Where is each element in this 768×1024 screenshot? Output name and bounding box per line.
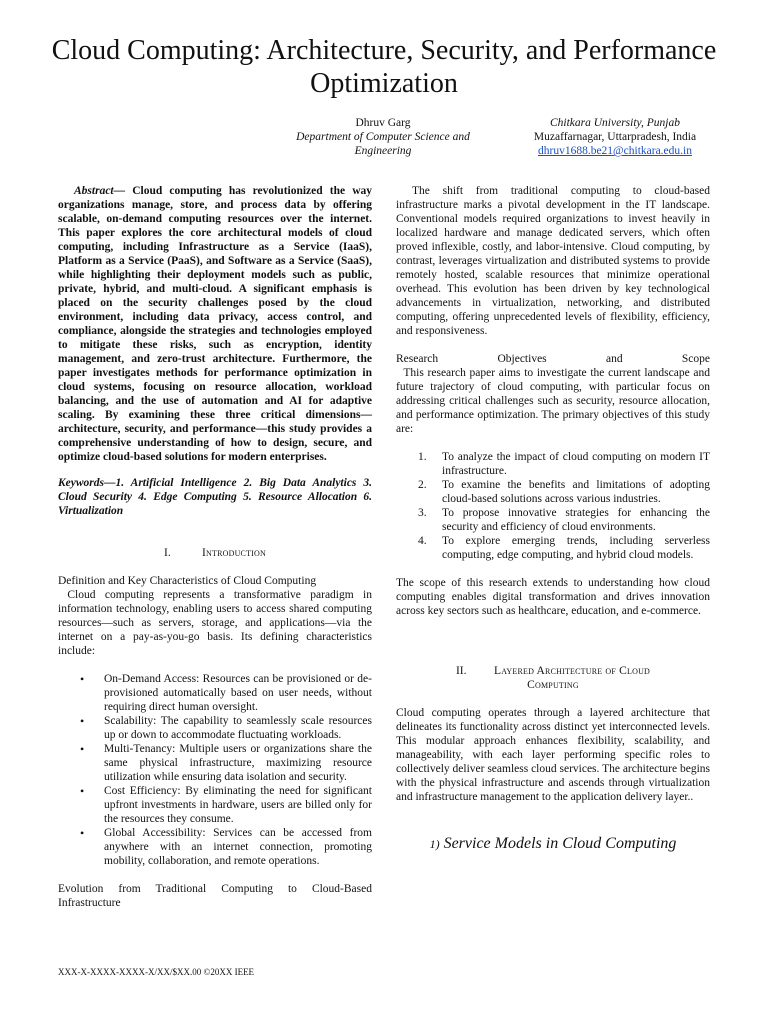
list-item-text: To explore emerging trends, including serverless computing, edge computing, and hybrid cloud models. (442, 535, 710, 561)
list-item-text: To examine the benefits and limitations of adopting cloud-based solutions across various industries. (442, 479, 710, 505)
list-item-text: To analyze the impact of cloud computing on modern IT infrastructure. (442, 451, 710, 477)
bullet-icon: • (80, 784, 85, 798)
subsection-heading-service-models (396, 834, 710, 854)
architecture-paragraph: Cloud computing operates through a layered architecture that delineates its functionality across distinct yet interconnected levels. This modular approach enhances flexibility, scalability, and manageability, with each layer performing specific roles to collectively deliver seamless cloud services. The architecture begins with the physical infrastructure and ascends through virtualization and infrastructure management to the application delivery layer.. (396, 707, 710, 803)
list-item (396, 450, 710, 478)
subsection-title: Service Models in Cloud Computing (443, 835, 677, 852)
copyright-footer: XXX-X-XXXX-XXXX-X/XX/$XX.00 ©20XX IEEE (58, 967, 255, 977)
characteristics-list (58, 672, 372, 868)
list-item-text: Scalability: The capability to seamlessly scale resources up or down to accommodate fluctuating workloads. (104, 715, 372, 741)
list-item (396, 506, 710, 534)
evolution-heading: Evolution from Traditional Computing to Cloud-Based Infrastructure (58, 883, 372, 909)
author-location: Muzaffarnagar, Uttarpradesh, India (533, 131, 697, 143)
heading-word: and (605, 353, 623, 365)
author-organization: Chitkara University, Punjab (549, 117, 680, 129)
list-number: 4. (418, 535, 427, 547)
heading-word: Scope (681, 353, 710, 365)
research-objectives-heading (396, 352, 710, 366)
list-number: 3. (418, 507, 427, 519)
abstract (58, 184, 372, 464)
list-item-text: To propose innovative strategies for enhancing the security and efficiency of cloud environments. (442, 507, 710, 533)
bullet-icon: • (80, 826, 85, 840)
list-item (58, 784, 372, 826)
subsection-number: 1) (429, 837, 440, 851)
author-block-1 (283, 116, 483, 158)
author-name: Dhruv Garg (355, 117, 411, 129)
list-item-text: Global Accessibility: Services can be accessed from anywhere with an internet connection, promoting mobility, collaboration, and remote operations. (104, 827, 372, 867)
section-title: Introduction (201, 547, 266, 559)
list-item (58, 826, 372, 868)
shift-paragraph: The shift from traditional computing to cloud-based infrastructure marks a pivotal development in the IT landscape. Conventional models required organizations to invest heavily in localized hardware and manage dedicated servers, which often proved inflexible, costly, and labor-intensive. Cloud computing, by contrast, leverages virtualization and distributed systems to provide remotely hosted, scalable resources that minimize operational overhead. This evolution has been driven by key technological advancements in virtualization, networking, and distributed computing, offering unprecedented levels of flexibility, efficiency, and responsiveness. (396, 185, 710, 337)
list-item (396, 534, 710, 562)
author-block-2 (515, 116, 715, 158)
list-item (58, 672, 372, 714)
keywords: Keywords—1. Artificial Intelligence 2. Big Data Analytics 3. Cloud Security 4. Edge Computing 5. Resource Allocation 6. Virtualization (58, 477, 372, 517)
objectives-list (396, 450, 710, 562)
list-number: 1. (418, 451, 427, 463)
scope-paragraph: The scope of this research extends to understanding how cloud computing enables digital transformation and drives innovation across key sectors such as healthcare, education, and e-commerce. (396, 577, 710, 617)
list-item-text: On-Demand Access: Resources can be provisioned or de-provisioned automatically based on user needs, without requiring direct human oversight. (104, 673, 372, 713)
bullet-icon: • (80, 714, 85, 728)
author-affiliation (283, 130, 483, 158)
right-column (396, 184, 713, 854)
research-paragraph: This research paper aims to investigate the current landscape and future trajectory of cloud computing, with particular focus on addressing critical challenges such as security, resource allocation, and performance optimization. The primary objectives of this study are: (396, 367, 713, 435)
list-item (58, 714, 372, 742)
section-number: I. (163, 547, 171, 559)
heading-word: Objectives (497, 353, 547, 365)
section-title-line1: Layered Architecture of Cloud (493, 665, 651, 677)
author-email-link[interactable]: dhruv1688.be21@chitkara.edu.in (538, 145, 692, 157)
section-heading-introduction (58, 546, 372, 560)
abstract-text: Cloud computing has revolutionized the way organizations manage, store, and process data by offering scalable, on-demand computing resources over the internet. This paper explores the core architectural models of cloud computing, including Infrastructure as a Service (IaaS), Platform as a Service (PaaS), and Software as a Service (SaaS), while highlighting their deployment models such as public, private, hybrid, and multi-cloud. A significant emphasis is placed on the security challenges posed by the cloud environment, including data privacy, access control, and compliance, alongside the strategies and technologies employed to mitigate these risks, such as encryption, identity management, and zero-trust architecture. Furthermore, the paper investigates methods for performance optimization in cloud systems, focusing on resource allocation, workload balancing, and the use of automation and AI for adaptive scaling. By examining these three critical dimensions—architecture, security, and performance—this study provides a comprehensive understanding of how to design, secure, and optimize cloud-based solutions for modern enterprises. (58, 185, 372, 463)
paper-title: Cloud Computing: Architecture, Security, and Performance Optimization (51, 35, 717, 99)
list-item-text: Multi-Tenancy: Multiple users or organizations share the same physical infrastructure, maximizing resource utilization while ensuring data isolation and security. (104, 743, 372, 783)
section-title-line2: Computing (527, 679, 579, 691)
definition-paragraph: Cloud computing represents a transformative paradigm in information technology, enabling users to access shared computing resources—such as servers, storage, and applications—via the internet on a pay-as-you-go basis. Its defining characteristics include: (58, 589, 375, 657)
definition-heading: Definition and Key Characteristics of Cloud Computing (58, 575, 317, 587)
heading-word: Research (396, 353, 439, 365)
list-item (396, 478, 710, 506)
list-item-text: Cost Efficiency: By eliminating the need for significant upfront investments in hardware, users are billed only for the resources they consume. (104, 785, 372, 825)
list-number: 2. (418, 479, 427, 491)
affiliation-text: Department of Computer Science and Engineering (296, 131, 470, 157)
section-heading-architecture (396, 664, 710, 692)
abstract-lead: Abstract— (74, 185, 126, 197)
section-number: II. (455, 665, 467, 677)
bullet-icon: • (80, 742, 85, 756)
list-item (58, 742, 372, 784)
left-column (58, 184, 375, 910)
bullet-icon: • (80, 672, 85, 686)
